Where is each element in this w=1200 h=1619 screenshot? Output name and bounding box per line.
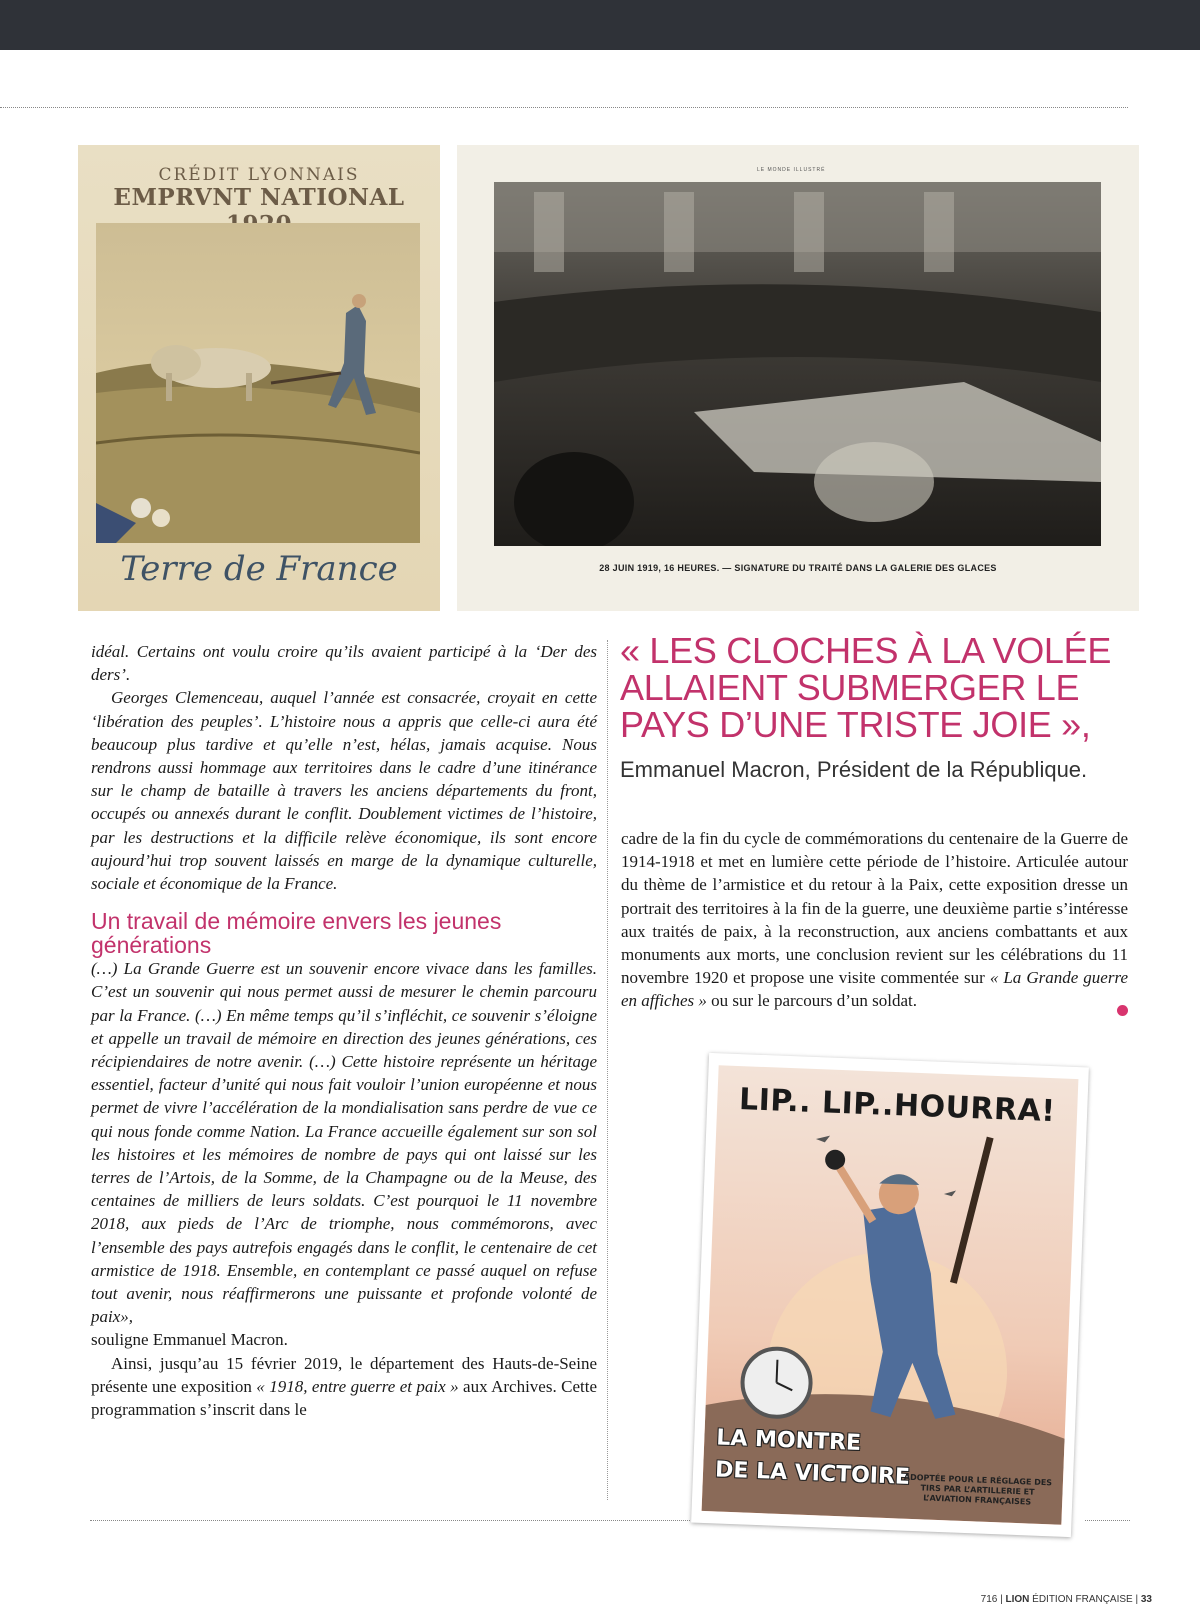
right-text-italic: « La Grande guerre en affiches » [621, 968, 1128, 1011]
right-text-a: cadre de la fin du cycle de commémorations du centenaire de la Guerre de 1914-1918 et met en lumière cette période de l’histoire. Articulée autour du thème de l’armistice et du retour à la Paix, cette exposition dresse un portrait des territoires à la fin de la guerre, une deuxième partie s’intéresse aux traités de paix, à la reconstruction, aux anciens combattants et aux monuments aux morts, une conclusion revient sur les célébrations du 11 novembre 1920 et propose une visite commentée sur [621, 829, 1128, 988]
bottom-rule [90, 1520, 690, 1521]
section-heading: Un travail de mémoire envers les jeunes générations [91, 908, 502, 959]
top-bar [0, 0, 1200, 50]
footer-edition: ÉDITION FRANÇAISE | [1029, 1594, 1141, 1605]
footer-brand: LION [1005, 1594, 1030, 1605]
quote-attribution: Emmanuel Macron, Président de la République. [620, 757, 1088, 782]
left-p4-b: aux Archives. Cette programmation s’inscrit dans le [91, 1376, 597, 1420]
photo-header: LE MONDE ILLUSTRÉ [757, 167, 826, 173]
poster-lip-bottom-line1: LA MONTRE [715, 1425, 862, 1456]
poster-lip-hourra [691, 1053, 1089, 1537]
left-paragraph-1: idéal. Certains ont voulu croire qu’ils avaient participé à la ‘Der des ders’. [91, 642, 597, 685]
poster-lip-inner [702, 1065, 1079, 1524]
left-paragraph-4 [91, 1352, 597, 1422]
photo-hall-of-mirrors-image [494, 182, 1101, 546]
left-paragraph-2: Georges Clemenceau, auquel l’année est consacrée, croyait en cette ‘libération des peuples’. L’histoire nous a appris que celle-ci aura été beaucoup plus tardive et qu’elle n’est, hélas, jamais acquise. Nous rendrons aussi hommage aux territoires dans le cadre d’une itinérance sur le champ de bataille à travers les anciens départements du front, occupés ou annexés durant le conflit. Doublement victimes de l’histoire, par les destructions et la difficile relève économique, ils sont encore aujourd’hui trop souvent laissés en marge de la dynamique culturelle, sociale et économique de la France. [91, 688, 597, 894]
footer-page-number: 33 [1140, 1594, 1152, 1605]
poster-lip-small-text: ADOPTÉE POUR LE RÉGLAGE DES TIRS PAR L’ARTILLERIE ET L’AVIATION FRANÇAISES [903, 1472, 1053, 1507]
left-column [91, 640, 597, 1421]
right-text-b: ou sur le parcours d’un soldat. [706, 991, 918, 1011]
poster-emprunt-national [78, 145, 440, 611]
photo-caption: 28 JUIN 1919, 16 HEURES. — SIGNATURE DU TRAITÉ DANS LA GALERIE DES GLACES [599, 563, 997, 573]
page-footer [981, 1594, 1152, 1605]
poster-soldier-illustration [702, 1065, 1079, 1524]
poster-line1: CRÉDIT LYONNAIS [158, 165, 360, 185]
poster-script-title: Terre de France [120, 549, 398, 589]
column-divider [607, 640, 608, 1500]
footer-issue: 716 | [980, 1594, 1006, 1605]
left-paragraph-3: (…) La Grande Guerre est un souvenir encore vivace dans les familles. C’est un souvenir qui nous permet aussi de mesurer le chemin parcouru par la France. (…) En même temps qu’il s’infléchit, ce souvenir s’éloigne et appelle un travail de mémoire en direction des jeunes générations, ces récipiendaires de notre avenir. (…) Cette histoire représente un héritage essentiel, facteur d’unité qui nous fait vouloir l’union européenne et nous permet de vivre l’accélération de la mondialisation sans perdre de vue ce qui nous fonde comme Nation. La France accueille également sur son sol les histoires et les mémoires de nombre de pays qui ont laissé sur les terres de l’Artois, de la Somme, de la Champagne ou de la Meuse, des centaines de milliers de leurs soldats. C’est pourquoi le 11 novembre 2018, aux pieds de l’Arc de triomphe, nous commémorons, avec l’ensemble des pays autrefois engagés dans le conflit, le centenaire de cet armistice de 1918. Ensemble, en contemplant ce passé auquel on refuse tout avenir, nous réaffirmerons une puissante et profonde volonté de paix», [91, 959, 597, 1327]
left-p4-italic: « 1918, entre guerre et paix » [256, 1376, 459, 1396]
left-p4-a: Ainsi, jusqu’au 15 février 2019, le département des Hauts-de-Seine présente une exposition [91, 1353, 597, 1396]
top-rule [0, 107, 1128, 108]
poster-lip-bottom-line2: DE LA VICTOIRE [714, 1457, 911, 1490]
pull-quote: « LES CLOCHES À LA VOLÉE ALLAIENT SUBMERGER LE PAYS D’UNE TRISTE JOIE », [620, 630, 1112, 745]
bottom-rule-right [1085, 1520, 1130, 1521]
right-column [621, 827, 1128, 1022]
poster-ploughman-illustration [96, 223, 420, 543]
end-of-article-dot [1117, 1005, 1128, 1016]
poster-line2: EMPRVNT NATIONAL [113, 184, 405, 211]
poster-lip-title: LIP.. LIP..HOURRA! [738, 1082, 1057, 1130]
photo-treaty-signing [457, 145, 1139, 611]
left-paragraph-3-tail: souligne Emmanuel Macron. [91, 1330, 288, 1350]
